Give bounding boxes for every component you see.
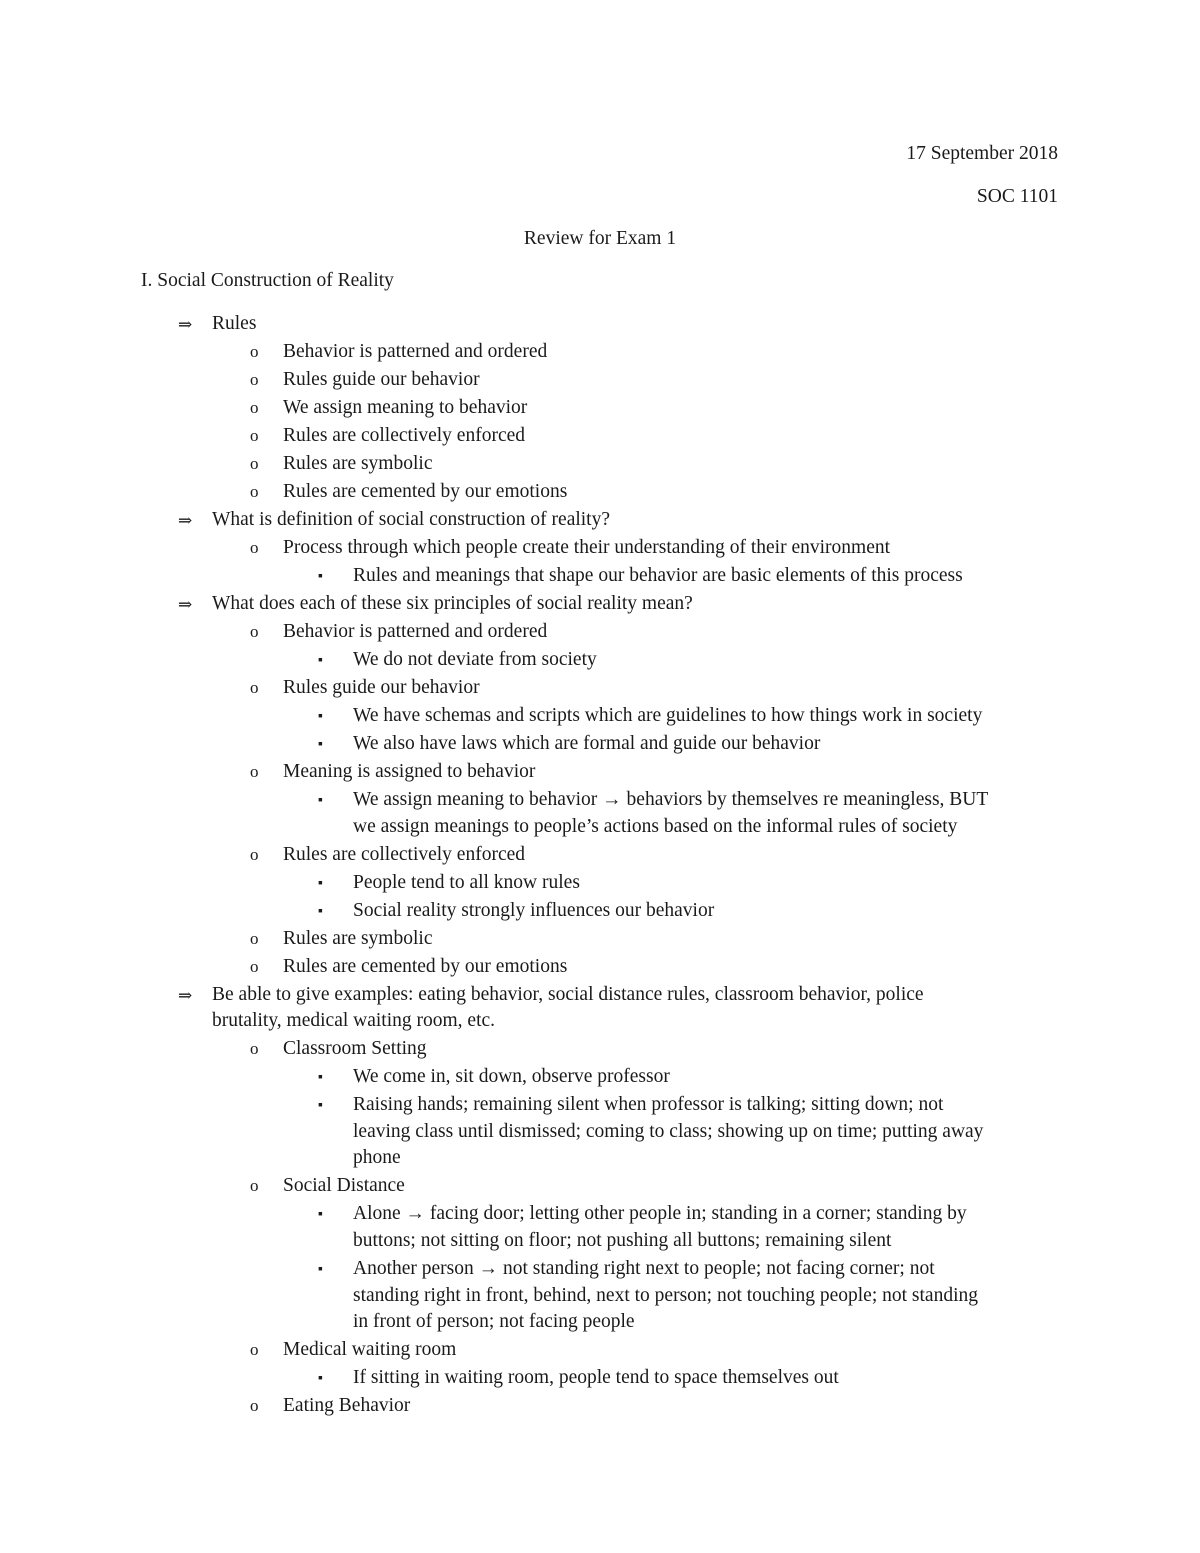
circle-bullet-icon: o bbox=[250, 622, 259, 641]
outline-item-text: People tend to all know rules bbox=[353, 871, 580, 893]
arrow-bullet-icon: ⇒ bbox=[178, 985, 193, 1005]
square-bullet-icon: ▪ bbox=[318, 737, 323, 752]
outline-item-text: Rules are symbolic bbox=[283, 927, 433, 949]
outline-item-level1 bbox=[0, 313, 1200, 340]
outline-item-text: Rules are cemented by our emotions bbox=[283, 481, 568, 502]
outline-item-text: Social Distance bbox=[283, 1175, 405, 1197]
square-bullet-icon: ▪ bbox=[318, 1098, 323, 1114]
outline-item-text: Another person → not standing right next to people; not facing corner; not bbox=[353, 1258, 935, 1279]
outline-item-text: Process through which people create their understanding of their environment bbox=[283, 537, 891, 558]
outline-item-text: Social reality strongly influences our behavior bbox=[353, 899, 715, 921]
square-bullet-icon: ▪ bbox=[318, 709, 323, 724]
outline-item-level2 bbox=[0, 677, 1200, 704]
circle-bullet-icon: o bbox=[250, 454, 259, 473]
outline-item-text: Rules are collectively enforced bbox=[283, 843, 526, 865]
circle-bullet-icon: o bbox=[250, 370, 259, 389]
outline-item-text: Meaning is assigned to behavior bbox=[283, 761, 536, 782]
square-bullet-icon: ▪ bbox=[318, 793, 323, 808]
outline-item-level3 bbox=[0, 705, 1200, 732]
date-line: 17 September 2018 bbox=[906, 143, 1058, 164]
outline-item-text: Behavior is patterned and ordered bbox=[283, 621, 548, 642]
square-bullet-icon: ▪ bbox=[318, 1070, 323, 1086]
circle-bullet-icon: o bbox=[250, 1340, 259, 1360]
outline-item-level2 bbox=[0, 481, 1200, 508]
square-bullet-icon: ▪ bbox=[318, 1207, 323, 1223]
outline-item-text: What is definition of social construction of reality? bbox=[212, 509, 611, 530]
circle-bullet-icon: o bbox=[250, 678, 259, 697]
circle-bullet-icon: o bbox=[250, 538, 259, 557]
outline-item-text: brutality, medical waiting room, etc. bbox=[212, 1010, 496, 1032]
outline-item-text: Classroom Setting bbox=[283, 1038, 427, 1060]
outline-item-text: Eating Behavior bbox=[283, 1395, 411, 1417]
outline-item-level2 bbox=[0, 1395, 1200, 1422]
outline-item-level1 bbox=[0, 593, 1200, 620]
outline-item-level3 bbox=[0, 1094, 1200, 1174]
outline-item-text: phone bbox=[353, 1147, 401, 1169]
square-bullet-icon: ▪ bbox=[318, 1262, 323, 1277]
outline-item-level3 bbox=[0, 872, 1200, 899]
outline-item-text: Rules are cemented by our emotions bbox=[283, 955, 568, 977]
course-line: SOC 1101 bbox=[976, 186, 1058, 207]
square-bullet-icon: ▪ bbox=[318, 875, 323, 891]
outline-item-text: in front of person; not facing people bbox=[353, 1311, 635, 1333]
outline-item-text: We assign meaning to behavior → behaviors by themselves re meaningless, BUT bbox=[353, 789, 989, 810]
outline-item-level2 bbox=[0, 369, 1200, 396]
outline-item-text: Be able to give examples: eating behavior, social distance rules, classroom behavior, police bbox=[212, 983, 924, 1005]
outline-item-level2 bbox=[0, 928, 1200, 955]
outline-item-text: We have schemas and scripts which are guidelines to how things work in society bbox=[353, 705, 983, 726]
circle-bullet-icon: o bbox=[250, 1039, 259, 1059]
square-bullet-icon: ▪ bbox=[318, 569, 323, 584]
outline-item-level2 bbox=[0, 537, 1200, 564]
outline-item-text: leaving class until dismissed; coming to class; showing up on time; putting away bbox=[353, 1120, 984, 1142]
outline-item-level2 bbox=[0, 425, 1200, 452]
arrow-bullet-icon: ⇒ bbox=[178, 595, 193, 614]
outline-item-text: Rules are symbolic bbox=[283, 453, 433, 474]
arrow-bullet-icon: ⇒ bbox=[178, 511, 193, 530]
arrow-bullet-icon: ⇒ bbox=[178, 315, 193, 334]
outline-item-text: What does each of these six principles of social reality mean? bbox=[212, 593, 693, 614]
outline-item-text: We do not deviate from society bbox=[353, 649, 597, 670]
outline-item-text: Rules guide our behavior bbox=[283, 677, 480, 698]
outline-item-level2 bbox=[0, 761, 1200, 788]
outline-item-text: Rules guide our behavior bbox=[283, 369, 480, 390]
outline-item-text: We come in, sit down, observe professor bbox=[353, 1066, 670, 1088]
outline-item-level3 bbox=[0, 1258, 1200, 1338]
outline-item-level3 bbox=[0, 733, 1200, 760]
outline-item-text: Behavior is patterned and ordered bbox=[283, 341, 548, 362]
circle-bullet-icon: o bbox=[250, 844, 259, 864]
outline-item-level3 bbox=[0, 565, 1200, 592]
outline-item-level3 bbox=[0, 1066, 1200, 1093]
square-bullet-icon: ▪ bbox=[318, 653, 323, 668]
outline-item-text: Raising hands; remaining silent when professor is talking; sitting down; not bbox=[353, 1094, 944, 1116]
circle-bullet-icon: o bbox=[250, 482, 259, 501]
outline-item-level3 bbox=[0, 900, 1200, 927]
outline-item-level2 bbox=[0, 621, 1200, 648]
outline-item-text: Alone → facing door; letting other people in; standing in a corner; standing by bbox=[353, 1203, 967, 1225]
outline-item-level2 bbox=[0, 844, 1200, 871]
outline-item-text: standing right in front, behind, next to person; not touching people; not standing bbox=[353, 1284, 978, 1306]
outline-item-level2 bbox=[0, 956, 1200, 983]
outline-item-level2 bbox=[0, 1038, 1200, 1065]
outline-item-level2 bbox=[0, 453, 1200, 480]
outline-item-text: Rules are collectively enforced bbox=[283, 425, 526, 446]
outline-item-text: Rules and meanings that shape our behavior are basic elements of this process bbox=[353, 565, 963, 586]
circle-bullet-icon: o bbox=[250, 1396, 259, 1416]
outline-item-level3 bbox=[0, 789, 1200, 842]
outline-item-level3 bbox=[0, 1203, 1200, 1256]
outline-item-text: we assign meanings to people’s actions based on the informal rules of society bbox=[353, 815, 958, 837]
circle-bullet-icon: o bbox=[250, 342, 259, 361]
outline-item-level3 bbox=[0, 1367, 1200, 1394]
square-bullet-icon: ▪ bbox=[318, 1371, 323, 1387]
outline-item-text: If sitting in waiting room, people tend to space themselves out bbox=[353, 1367, 839, 1389]
circle-bullet-icon: o bbox=[250, 426, 259, 445]
outline-item-level2 bbox=[0, 1175, 1200, 1202]
outline-item-text: We assign meaning to behavior bbox=[283, 397, 528, 418]
section-heading: I. Social Construction of Reality bbox=[141, 270, 394, 291]
circle-bullet-icon: o bbox=[250, 928, 259, 948]
outline-item-level2 bbox=[0, 397, 1200, 424]
outline-item-text: We also have laws which are formal and guide our behavior bbox=[353, 733, 821, 754]
square-bullet-icon: ▪ bbox=[318, 903, 323, 919]
outline-item-text: Rules bbox=[212, 313, 257, 334]
document-title: Review for Exam 1 bbox=[523, 228, 677, 249]
circle-bullet-icon: o bbox=[250, 1176, 259, 1196]
circle-bullet-icon: o bbox=[250, 956, 259, 976]
outline-item-text: Medical waiting room bbox=[283, 1339, 457, 1361]
outline-item-level2 bbox=[0, 341, 1200, 368]
circle-bullet-icon: o bbox=[250, 398, 259, 417]
outline-item-level2 bbox=[0, 1339, 1200, 1366]
outline-item-text: buttons; not sitting on floor; not pushing all buttons; remaining silent bbox=[353, 1229, 892, 1251]
circle-bullet-icon: o bbox=[250, 762, 259, 781]
outline-item-level1 bbox=[0, 984, 1200, 1037]
outline-item-level3 bbox=[0, 649, 1200, 676]
outline-item-level1 bbox=[0, 509, 1200, 536]
